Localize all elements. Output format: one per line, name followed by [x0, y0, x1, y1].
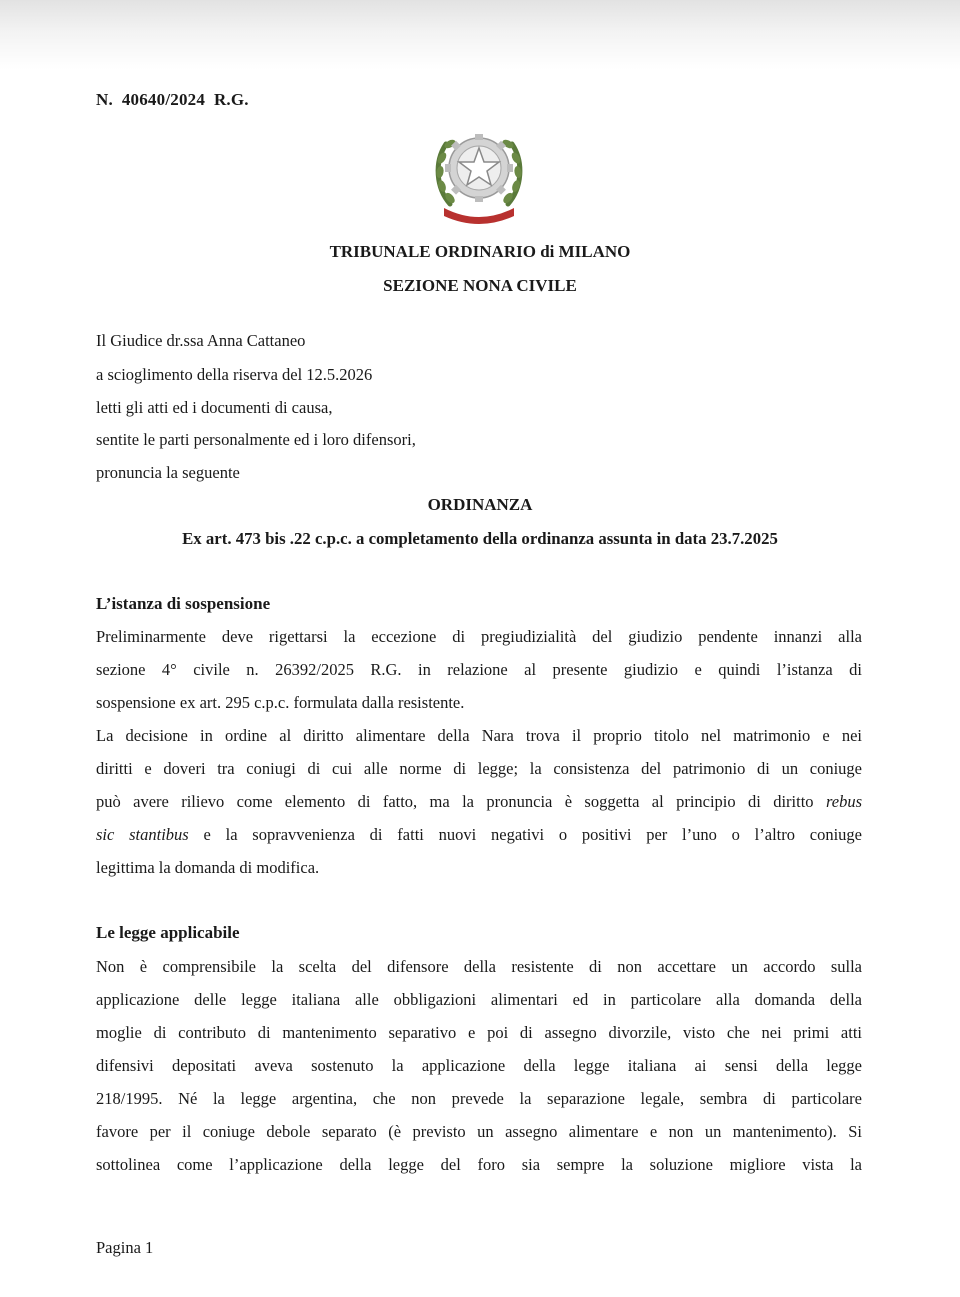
paragraph-line: Non è comprensibile la scelta del difensore della resistente di non accettare un accordo sulla: [96, 957, 862, 976]
paragraph-line: legittima la domanda di modifica.: [96, 858, 320, 877]
page-number: Pagina 1: [96, 1238, 154, 1257]
line-text: può avere rilievo come elemento di fatto, ma la pronuncia è soggetta al principio di diritto: [96, 792, 814, 811]
paragraph-line: La decisione in ordine al diritto alimentare della Nara trova il proprio titolo nel matrimonio e nei: [96, 726, 862, 745]
paragraph: [96, 719, 862, 884]
italic-phrase: sic: [96, 825, 115, 844]
paragraph-line: sottolinea come l’applicazione della legge del foro sia sempre la soluzione migliore vista la: [96, 1155, 862, 1174]
section-heading: Le legge applicabile: [96, 923, 240, 942]
case-number: N. 40640/2024 R.G.: [96, 90, 249, 109]
paragraph: [96, 620, 862, 719]
italic-phrase: rebus: [825, 792, 862, 811]
emblem-icon: [430, 122, 528, 226]
paragraph-line: sospensione ex art. 295 c.p.c. formulata dalla resistente.: [96, 693, 465, 712]
emblem-svg: [430, 122, 528, 226]
paragraph-line: favore per il coniuge debole separato (è previsto un assegno alimentare e non un mantenimento). Si: [96, 1122, 862, 1141]
italic-phrase: stantibus: [129, 825, 189, 844]
line-text: e la sopravvenienza di fatti nuovi negativi o positivi per l’uno o l’altro coniuge: [203, 825, 863, 844]
paragraph-line: moglie di contributo di mantenimento separativo e poi di assegno divorzile, visto che nei primi atti: [96, 1023, 862, 1042]
paragraph-line-mixed: [96, 818, 862, 851]
section-title: SEZIONE NONA CIVILE: [383, 276, 577, 295]
section-heading: L’istanza di sospensione: [96, 594, 271, 613]
paragraph-line: sezione 4° civile n. 26392/2025 R.G. in relazione al presente giudizio e quindi l’istanza di: [96, 660, 862, 679]
paragraph-line: diritti e doveri tra coniugi di cui alle norme di legge; la consistenza del patrimonio di un coniuge: [96, 759, 862, 778]
intro-line: letti gli atti ed i documenti di causa,: [96, 398, 333, 417]
paragraph-line: 218/1995. Né la legge argentina, che non prevede la separazione legale, sembra di particolare: [96, 1089, 862, 1108]
intro-line: sentite le parti personalmente ed i loro difensori,: [96, 430, 416, 449]
order-subtitle: Ex art. 473 bis .22 c.p.c. a completamento della ordinanza assunta in data 23.7.2025: [182, 529, 778, 548]
intro-line: pronuncia la seguente: [96, 463, 240, 482]
paragraph-line-mixed: [96, 785, 862, 818]
court-title: TRIBUNALE ORDINARIO di MILANO: [329, 242, 631, 261]
intro-line: Il Giudice dr.ssa Anna Cattaneo: [96, 331, 306, 350]
order-title: ORDINANZA: [427, 495, 533, 514]
paragraph: [96, 950, 862, 1181]
paragraph-line: applicazione delle legge italiana alle obbligazioni alimentari ed in particolare alla domanda della: [96, 990, 862, 1009]
intro-line: a scioglimento della riserva del 12.5.2026: [96, 365, 373, 384]
paragraph-line: Preliminarmente deve rigettarsi la eccezione di pregiudizialità del giudizio pendente innanzi alla: [96, 627, 862, 646]
paragraph-line: difensivi depositati aveva sostenuto la applicazione della legge italiana ai sensi della legge: [96, 1056, 862, 1075]
